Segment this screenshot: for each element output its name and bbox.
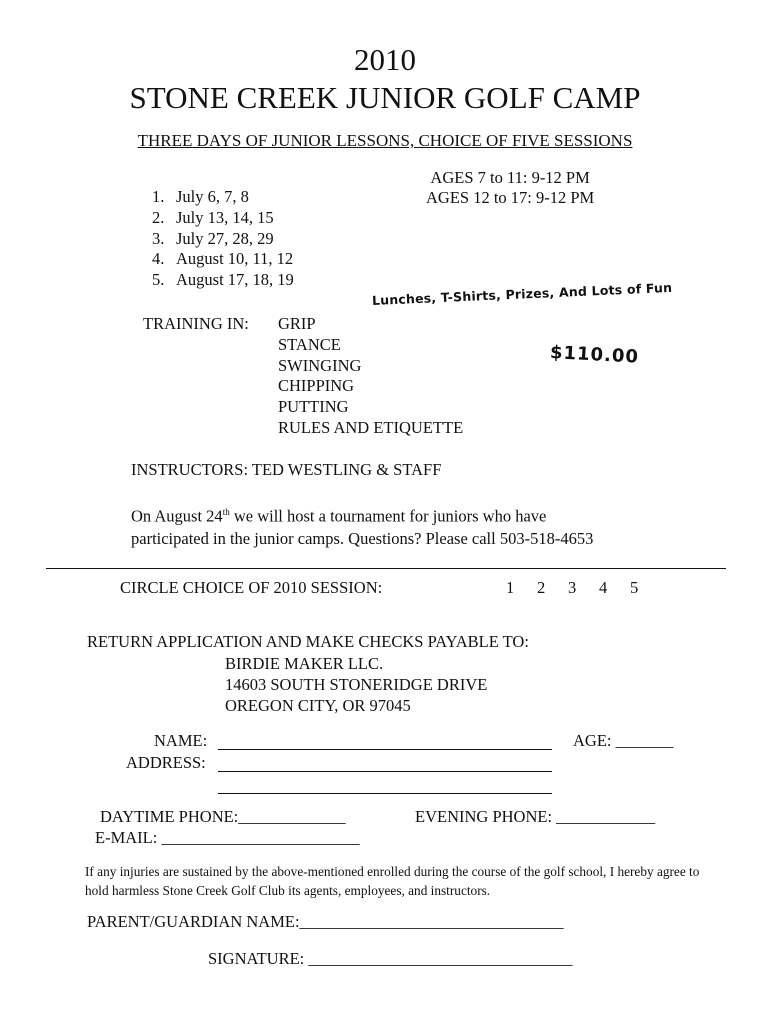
session-option-2[interactable]: 2: [537, 578, 546, 597]
session-dates: August 10, 11, 12: [176, 249, 294, 269]
session-option-3[interactable]: 3: [568, 578, 577, 597]
session-dates: July 6, 7, 8: [176, 187, 249, 206]
street-address: 14603 SOUTH STONERIDGE DRIVE: [225, 675, 488, 694]
age-field[interactable]: AGE: _______: [573, 731, 674, 750]
name-field[interactable]: [218, 749, 552, 750]
session-list: [152, 187, 294, 291]
age-group-young: AGES 7 to 11: 9-12 PM: [430, 168, 590, 187]
page-title: STONE CREEK JUNIOR GOLF CAMP: [129, 80, 641, 115]
training-item: CHIPPING: [278, 376, 355, 396]
city-state-zip: OREGON CITY, OR 97045: [225, 696, 411, 715]
company-name: BIRDIE MAKER LLC.: [225, 654, 384, 673]
training-item: SWINGING: [278, 355, 362, 375]
tournament-line-1: [131, 501, 593, 528]
session-item: [152, 187, 294, 208]
training-item: GRIP: [278, 314, 316, 333]
section-divider: [46, 568, 726, 569]
training-item: PUTTING: [278, 397, 349, 417]
tournament-text: we will host a tournament for juniors who have: [229, 506, 547, 526]
session-option-1[interactable]: 1: [506, 578, 515, 597]
session-item: [152, 208, 294, 229]
ordinal-suffix: th: [222, 507, 230, 517]
name-label: NAME:: [154, 731, 208, 750]
email-field[interactable]: E-MAIL: ________________________: [95, 828, 360, 847]
subtitle-text: THREE DAYS OF JUNIOR LESSONS, CHOICE OF FIVE SESSIONS: [137, 131, 633, 150]
address-label: ADDRESS:: [126, 753, 206, 772]
return-heading: RETURN APPLICATION AND MAKE CHECKS PAYABLE TO:: [87, 632, 529, 651]
tournament-line-2: participated in the junior camps. Questions? Please call 503-518-4653: [131, 528, 594, 548]
evening-phone-field[interactable]: EVENING PHONE: ____________: [415, 807, 656, 826]
perks-banner: Lunches, T-Shirts, Prizes, And Lots of Fun: [371, 279, 673, 308]
price-tag: $110.00: [549, 342, 640, 368]
age-groups: [426, 168, 594, 208]
mailing-address: [225, 653, 487, 716]
liability-waiver: If any injuries are sustained by the above-mentioned enrolled during the course of the golf school, I hereby agree to hold harmless Stone Creek Golf Club its agents, employees, and instructors.: [85, 864, 700, 898]
session-dates: July 27, 28, 29: [176, 228, 274, 248]
training-item: RULES AND ETIQUETTE: [278, 417, 464, 437]
year-heading: 2010: [354, 42, 416, 77]
session-number: 5.: [152, 270, 165, 290]
training-label: TRAINING IN:: [143, 314, 249, 333]
session-option-5[interactable]: 5: [630, 578, 639, 597]
instructors-line: INSTRUCTORS: TED WESTLING & STAFF: [131, 460, 442, 479]
address-field-line-2[interactable]: [218, 793, 552, 794]
session-choice-label: CIRCLE CHOICE OF 2010 SESSION:: [120, 578, 383, 597]
session-dates: August 17, 18, 19: [176, 270, 294, 290]
guardian-name-field[interactable]: PARENT/GUARDIAN NAME:________________________________: [87, 912, 564, 931]
session-item: [152, 249, 294, 270]
tournament-notice: [131, 501, 593, 550]
subtitle: [0, 131, 770, 151]
session-number: 1.: [152, 187, 165, 206]
session-option-4[interactable]: 4: [599, 578, 608, 597]
age-group-older: AGES 12 to 17: 9-12 PM: [426, 188, 595, 207]
session-item: [152, 270, 294, 291]
address-field-line-1[interactable]: [218, 771, 552, 772]
session-number: 4.: [152, 249, 165, 269]
session-number: 3.: [152, 228, 165, 248]
session-number: 2.: [152, 207, 165, 227]
session-choice-options: [506, 578, 661, 598]
training-list: [278, 314, 463, 439]
session-item: [152, 229, 294, 250]
tournament-date: On August 24: [131, 506, 223, 526]
session-dates: July 13, 14, 15: [176, 207, 274, 227]
training-item: STANCE: [278, 334, 341, 354]
signature-field[interactable]: SIGNATURE: ________________________________: [208, 949, 573, 968]
daytime-phone-field[interactable]: DAYTIME PHONE:_____________: [100, 807, 346, 826]
